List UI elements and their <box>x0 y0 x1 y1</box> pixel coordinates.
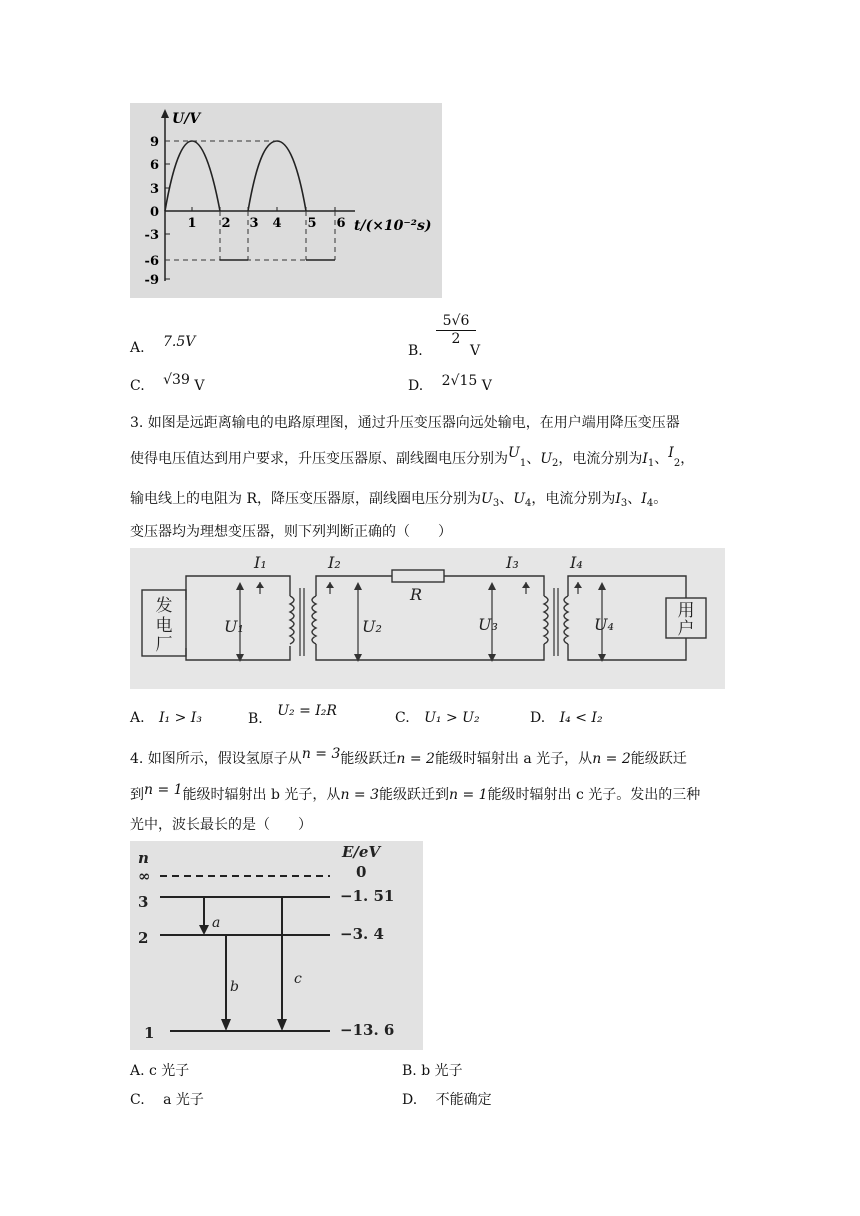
x-tick: 6 <box>336 216 346 231</box>
q4-option-d[interactable]: D. 不能确定 <box>402 1092 492 1108</box>
graph-y-axis-label: U/V <box>172 111 201 127</box>
voltage-time-graph <box>130 103 442 298</box>
generator-label: 发 <box>155 596 173 616</box>
level-n: 1 <box>144 1024 155 1042</box>
q3-option-c[interactable]: C. U₁ > U₂ <box>395 710 480 726</box>
label-U1: U₁ <box>224 617 244 636</box>
q4-line-2: 到n = 1能级时辐射出 b 光子，从n = 3能级跃迁到n = 1能级时辐射出 c 光子。发出的三种 <box>130 782 701 803</box>
y-tick: 3 <box>149 182 159 197</box>
q3-line-3: 输电线上的电阻为 R，降压变压器原，副线圈电压分别为$U_3$、$U_4$，电流分别为$I_3$、$I_4$。 <box>130 491 668 509</box>
q4-line-1: 4. 如图所示，假设氢原子从n = 3能级跃迁n = 2能级时辐射出 a 光子，从n = 2能级跃迁 <box>130 746 687 767</box>
y-tick: -9 <box>144 273 159 288</box>
q4-option-b[interactable]: B. b 光子 <box>402 1063 463 1079</box>
label-I4: I₄ <box>570 553 583 572</box>
label-I2: I₂ <box>328 553 341 572</box>
q4-line-3: 光中，波长最长的是（ ） <box>130 817 312 833</box>
q3-line-4: 变压器均为理想变压器，则下列判断正确的（ ） <box>130 524 452 540</box>
graph-x-axis-label: t/(×10⁻²s) <box>354 218 432 234</box>
x-tick: 5 <box>307 216 317 231</box>
label-U4: U₄ <box>594 615 614 634</box>
x-tick: 4 <box>272 216 282 231</box>
generator-label: 厂 <box>155 635 173 655</box>
label-R: R <box>410 585 423 604</box>
x-tick: 2 <box>221 216 231 231</box>
y-tick: 0 <box>149 205 159 220</box>
level-energy: −13. 6 <box>340 1021 395 1039</box>
arrow-label-b: b <box>230 979 239 995</box>
arrow-label-c: c <box>294 971 302 987</box>
x-tick: 1 <box>187 216 197 231</box>
n-axis-label: n <box>138 849 149 867</box>
level-energy: 0 <box>356 863 367 881</box>
q4-option-c[interactable]: C. a 光子 <box>130 1092 204 1108</box>
level-energy: −1. 51 <box>340 887 395 905</box>
q3-line-2: 使得电压值达到用户要求，升压变压器原、副线圈电压分别为$U_1$、$U_2$，电流分别为$I_1$、$I_2$， <box>130 445 695 469</box>
q2-option-c[interactable]: C. √39 V <box>130 372 205 394</box>
q3-option-a[interactable]: A. I₁ > I₃ <box>130 710 202 726</box>
transmission-circuit-diagram <box>130 548 725 689</box>
y-tick: 6 <box>149 158 159 173</box>
fraction-denominator: 2 <box>451 331 461 347</box>
q2-option-a[interactable]: A. 7.5V <box>130 334 196 356</box>
q4-option-a[interactable]: A. c 光子 <box>130 1063 190 1079</box>
fraction-numerator: 5√6 <box>436 313 476 331</box>
level-n: 2 <box>138 929 149 947</box>
label-U2: U₂ <box>362 617 382 636</box>
energy-level-diagram <box>130 841 423 1050</box>
q3-line-1: 3. 如图是远距离输电的电路原理图，通过升压变压器向远处输电，在用户端用降压变压器 <box>130 415 680 431</box>
level-n: ∞ <box>138 867 151 885</box>
user-label: 用 <box>677 601 695 621</box>
q3-option-d[interactable]: D. I₄ < I₂ <box>530 710 603 726</box>
energy-axis-label: E/eV <box>342 843 381 861</box>
level-energy: −3. 4 <box>340 925 384 943</box>
arrow-label-a: a <box>212 915 221 931</box>
label-I1: I₁ <box>254 553 267 572</box>
q2-option-d[interactable]: D. 2√15 V <box>408 373 492 394</box>
level-n: 3 <box>138 893 149 911</box>
label-I3: I₃ <box>506 553 519 572</box>
x-tick: 3 <box>249 216 259 231</box>
label-U3: U₃ <box>478 615 498 634</box>
y-tick: -3 <box>144 228 159 243</box>
generator-label: 电 <box>155 616 173 636</box>
user-label: 户 <box>677 619 695 639</box>
y-tick: 9 <box>149 135 159 150</box>
q3-option-b[interactable]: B. U₂ = I₂R <box>248 703 337 727</box>
y-tick: -6 <box>144 254 159 269</box>
